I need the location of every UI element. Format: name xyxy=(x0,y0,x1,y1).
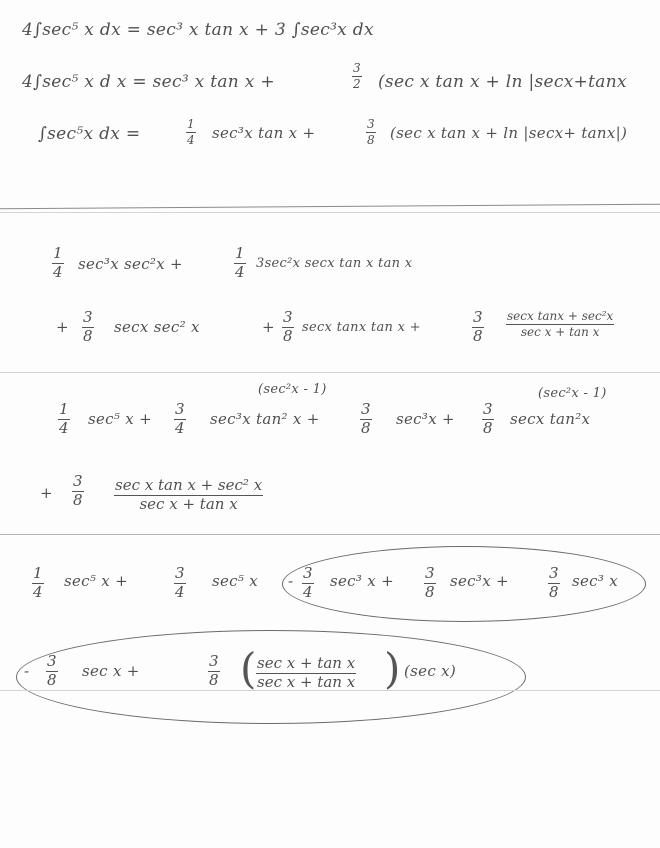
row5-term-3: sec³ x + xyxy=(330,572,394,590)
row5-coefficient-5 xyxy=(548,566,560,601)
derivation-line-2-right: (sec x tan x + ln |secx+tanx xyxy=(378,72,627,92)
numerator: 3 xyxy=(473,308,483,326)
page-fold-line xyxy=(0,690,660,691)
row2-term-2: secx tanx tan x + xyxy=(302,320,421,335)
denominator: 8 xyxy=(283,326,293,345)
row3-annotation-2: (sec²x - 1) xyxy=(538,386,607,401)
numerator: 1 xyxy=(235,244,245,262)
row3-term-3: sec³x + xyxy=(396,410,455,428)
row2-coefficient-3 xyxy=(472,310,484,345)
row2-term-1: secx sec² x xyxy=(114,318,200,336)
section-divider xyxy=(0,204,660,210)
numerator: 3 xyxy=(283,308,293,326)
numerator: 3 xyxy=(483,400,493,418)
row3-coefficient-3 xyxy=(360,402,372,437)
numerator: secx tanx + sec²x xyxy=(507,309,614,323)
numerator: 3 xyxy=(361,400,371,418)
row5-coefficient-1 xyxy=(32,566,44,601)
denominator: 8 xyxy=(367,132,375,147)
numerator: 3 xyxy=(47,652,57,670)
row1-coefficient-2 xyxy=(234,246,246,281)
row4-fraction xyxy=(114,478,263,513)
denominator: 8 xyxy=(483,418,493,437)
row2-plus: + xyxy=(56,318,69,336)
right-parenthesis: ) xyxy=(384,644,401,693)
row5-term-2: sec⁵ x xyxy=(212,572,259,590)
numerator: 3 xyxy=(73,472,83,490)
denominator: sec x + tan x xyxy=(139,494,238,513)
denominator: 4 xyxy=(235,262,245,281)
denominator: 4 xyxy=(59,418,69,437)
row2-coefficient-1 xyxy=(82,310,94,345)
row3-coefficient-1 xyxy=(58,402,70,437)
numerator: 1 xyxy=(53,244,63,262)
derivation-line-2-coefficient xyxy=(352,62,362,90)
row1-term-1: sec³x sec²x + xyxy=(78,255,183,273)
numerator: 3 xyxy=(367,117,375,131)
denominator: 8 xyxy=(209,670,219,689)
numerator: 3 xyxy=(549,564,559,582)
numerator: 1 xyxy=(33,564,43,582)
page-fold-line xyxy=(0,212,660,213)
numerator: 3 xyxy=(303,564,313,582)
row6-fraction xyxy=(256,656,356,691)
row3-term-4: secx tan²x xyxy=(510,410,591,428)
row5-coefficient-4 xyxy=(424,566,436,601)
denominator: 8 xyxy=(83,326,93,345)
denominator: 8 xyxy=(73,490,83,509)
row5-minus: - xyxy=(288,572,294,590)
row3-term-1: sec⁵ x + xyxy=(88,410,152,428)
row5-term-5: sec³ x xyxy=(572,572,619,590)
numerator: 3 xyxy=(425,564,435,582)
row5-coefficient-2 xyxy=(174,566,186,601)
row3-coefficient-4 xyxy=(482,402,494,437)
row6-term-1: sec x + xyxy=(82,662,140,680)
denominator: sec x + tan x xyxy=(257,672,356,691)
row6-coefficient-1 xyxy=(46,654,58,689)
denominator: 8 xyxy=(425,582,435,601)
derivation-line-2-left: 4∫sec⁵ x d x = sec³ x tan x + xyxy=(22,72,275,92)
derivation-line-3-left: ∫sec⁵x dx = xyxy=(38,124,141,144)
row4-coefficient xyxy=(72,474,84,509)
denominator: 4 xyxy=(187,132,195,147)
numerator: 1 xyxy=(59,400,69,418)
denominator: 2 xyxy=(353,76,361,91)
numerator: 3 xyxy=(175,564,185,582)
derivation-line-3-right: (sec x tan x + ln |secx+ tanx|) xyxy=(390,124,628,142)
numerator: 1 xyxy=(187,117,195,131)
row2-plus-2: + xyxy=(262,318,275,336)
denominator: 4 xyxy=(175,582,185,601)
denominator: 4 xyxy=(33,582,43,601)
derivation-line-3-middle: sec³x tan x + xyxy=(212,124,316,142)
denominator: 8 xyxy=(473,326,483,345)
denominator: 8 xyxy=(47,670,57,689)
row1-term-2: 3sec²x secx tan x tan x xyxy=(256,256,413,271)
numerator: 3 xyxy=(353,61,361,75)
denominator: sec x + tan x xyxy=(520,324,600,339)
row5-term-4: sec³x + xyxy=(450,572,509,590)
left-parenthesis: ( xyxy=(240,644,257,693)
numerator: 3 xyxy=(83,308,93,326)
row2-fraction xyxy=(506,310,614,338)
row3-coefficient-2 xyxy=(174,402,186,437)
denominator: 8 xyxy=(361,418,371,437)
section-divider xyxy=(0,534,660,535)
row1-coefficient-1 xyxy=(52,246,64,281)
numerator: sec x + tan x xyxy=(257,654,356,672)
numerator: sec x tan x + sec² x xyxy=(115,476,263,494)
row5-coefficient-3 xyxy=(302,566,314,601)
row5-term-1: sec⁵ x + xyxy=(64,572,128,590)
numerator: 3 xyxy=(175,400,185,418)
row6-tail: (sec x) xyxy=(404,662,457,680)
denominator: 8 xyxy=(549,582,559,601)
derivation-line-1: 4∫sec⁵ x dx = sec³ x tan x + 3 ∫sec³x dx xyxy=(22,20,374,40)
derivation-line-3-coefficient-2 xyxy=(366,118,376,146)
row4-plus: + xyxy=(40,484,53,502)
row2-coefficient-2 xyxy=(282,310,294,345)
derivation-line-3-coefficient-1 xyxy=(186,118,196,146)
row6-coefficient-2 xyxy=(208,654,220,689)
denominator: 4 xyxy=(303,582,313,601)
page-fold-line xyxy=(0,372,660,373)
denominator: 4 xyxy=(53,262,63,281)
row3-annotation-1: (sec²x - 1) xyxy=(258,382,327,397)
row3-term-2: sec³x tan² x + xyxy=(210,410,320,428)
row6-minus: - xyxy=(24,662,30,680)
numerator: 3 xyxy=(209,652,219,670)
denominator: 4 xyxy=(175,418,185,437)
